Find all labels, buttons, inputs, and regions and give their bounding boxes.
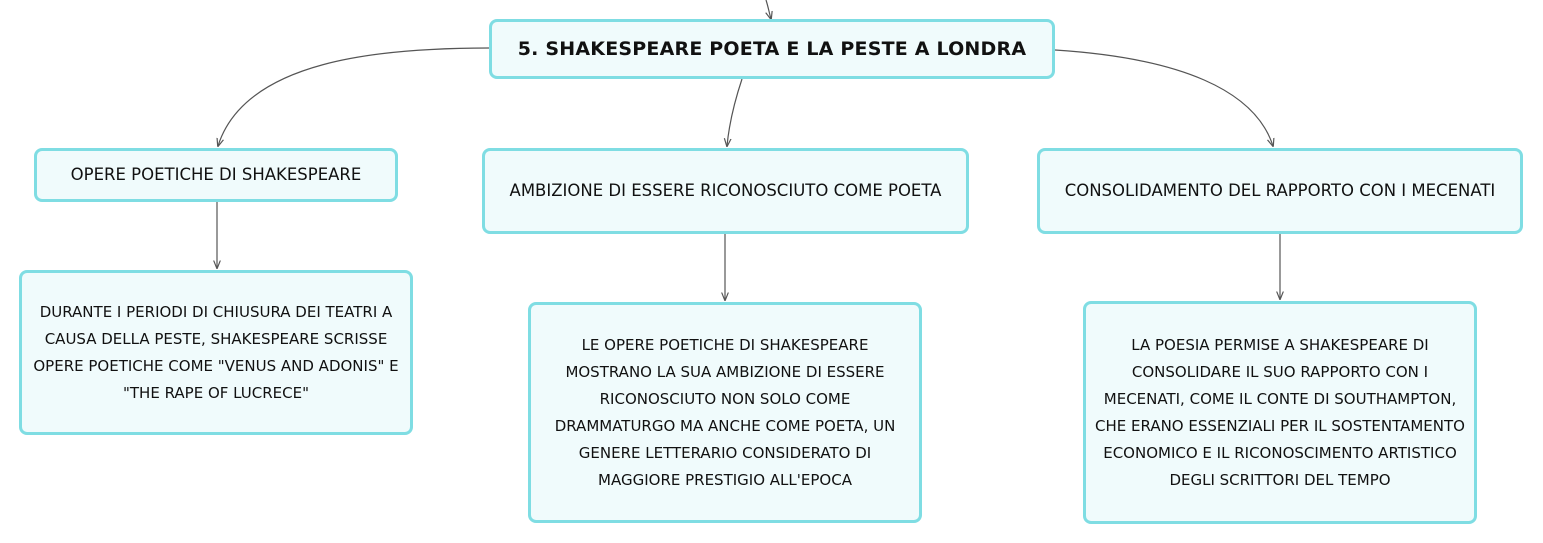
root-topic-node[interactable] — [489, 19, 1055, 79]
incoming-connector — [766, 0, 771, 19]
topic-node-mecenati[interactable] — [1037, 148, 1523, 234]
connector-root-topic-2 — [727, 79, 742, 146]
topic-label: OPERE POETICHE DI SHAKESPEARE — [70, 165, 362, 184]
detail-text: LE OPERE POETICHE DI SHAKESPEARE MOSTRANO LA SUA AMBIZIONE DI ESSERE RICONOSCIUTO NON SOLO COME DRAMMATURGO MA ANCHE COME POETA, UN GENERE LETTERARIO CONSIDERATO DI MAGGIORE PRESTIGIO ALL'EPOCA — [554, 335, 896, 489]
detail-node-mecenati[interactable] — [1083, 301, 1477, 524]
detail-text: DURANTE I PERIODI DI CHIUSURA DEI TEATRI A CAUSA DELLA PESTE, SHAKESPEARE SCRISSE OPERE POETICHE COME "VENUS AND ADONIS" E "THE RAPE OF LUCRECE" — [33, 302, 399, 402]
connector-root-topic-1 — [218, 48, 489, 146]
detail-node-ambizione[interactable] — [528, 302, 922, 523]
root-topic-label: 5. SHAKESPEARE POETA E LA PESTE A LONDRA — [517, 38, 1027, 60]
detail-node-opere-poetiche[interactable] — [19, 270, 413, 435]
topic-label: CONSOLIDAMENTO DEL RAPPORTO CON I MECENATI — [1064, 181, 1496, 200]
topic-label: AMBIZIONE DI ESSERE RICONOSCIUTO COME POETA — [509, 181, 942, 200]
topic-node-opere-poetiche[interactable] — [34, 148, 398, 202]
detail-text: LA POESIA PERMISE A SHAKESPEARE DI CONSOLIDARE IL SUO RAPPORTO CON I MECENATI, COME IL CONTE DI SOUTHAMPTON, CHE ERANO ESSENZIALI PER IL SOSTENTAMENTO ECONOMICO E IL RICONOSCIMENTO ARTISTICO DEGLI SCRITTORI DEL TEMPO — [1095, 335, 1465, 489]
topic-node-ambizione[interactable] — [482, 148, 969, 234]
connector-root-topic-3 — [1055, 50, 1273, 146]
